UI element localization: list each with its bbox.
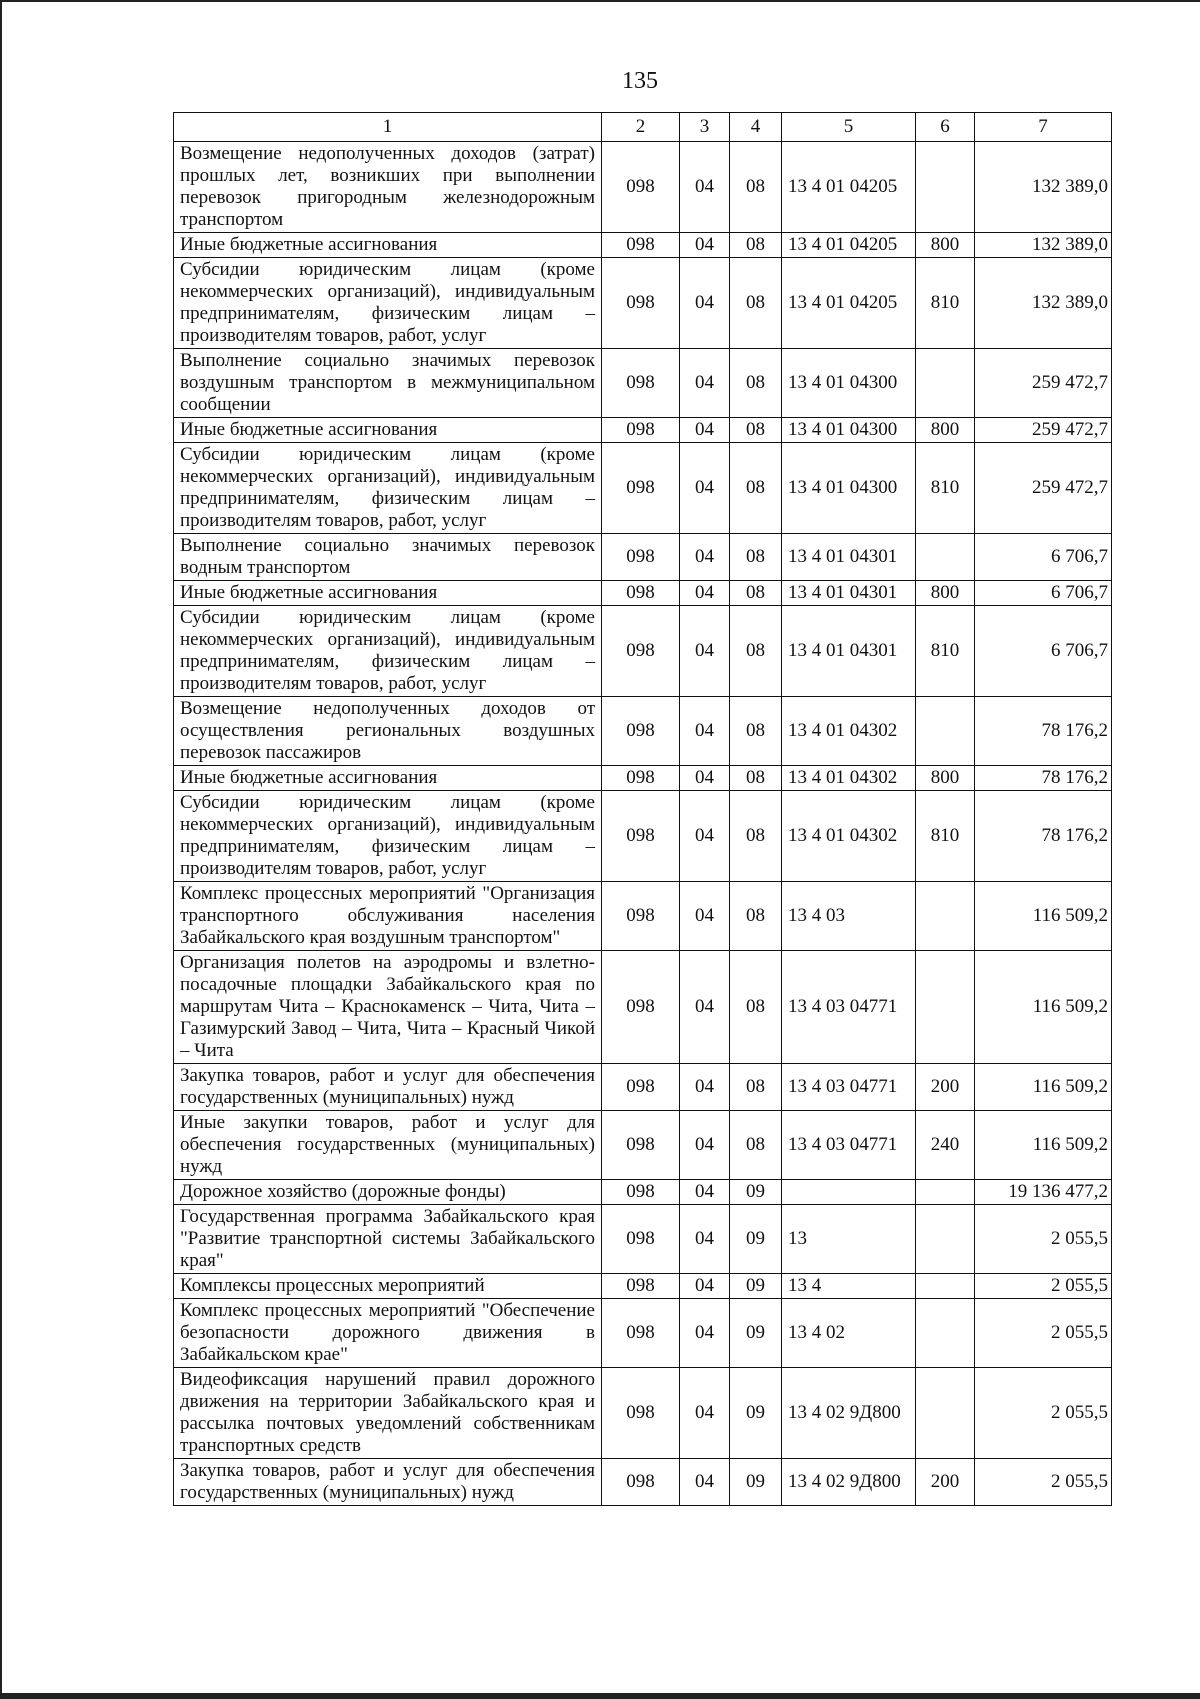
item-name-cell: Иные бюджетные ассигнования xyxy=(174,581,602,606)
item-name-cell: Субсидии юридическим лицам (кроме некоммерческих организаций), индивидуальным предпринимателям, физическим лицам – производителям товаров, работ, услуг xyxy=(174,791,602,882)
expense-type-cell: 810 xyxy=(916,791,975,882)
amount-cell: 2 055,5 xyxy=(975,1299,1112,1368)
expense-type-cell xyxy=(916,1368,975,1459)
table-row xyxy=(174,1459,1112,1506)
amount-cell: 2 055,5 xyxy=(975,1274,1112,1299)
table-row xyxy=(174,1205,1112,1274)
ministry-code-cell: 098 xyxy=(602,882,680,951)
item-name-cell: Видеофиксация нарушений правил дорожного движения на территории Забайкальского края и рассылка почтовых уведомлений собственникам транспортных средств xyxy=(174,1368,602,1459)
table-row xyxy=(174,766,1112,791)
expense-type-cell: 200 xyxy=(916,1459,975,1506)
section-code-cell: 04 xyxy=(680,1180,730,1205)
expense-type-cell: 800 xyxy=(916,581,975,606)
item-name-cell: Закупка товаров, работ и услуг для обеспечения государственных (муниципальных) нужд xyxy=(174,1459,602,1506)
section-code-cell: 04 xyxy=(680,349,730,418)
scan-border-top xyxy=(0,0,1200,2)
amount-cell: 259 472,7 xyxy=(975,349,1112,418)
item-name-cell: Иные бюджетные ассигнования xyxy=(174,233,602,258)
section-code-cell: 04 xyxy=(680,766,730,791)
subsection-code-cell: 08 xyxy=(730,697,782,766)
expense-type-cell xyxy=(916,1299,975,1368)
target-article-cell: 13 4 03 xyxy=(782,882,916,951)
section-code-cell: 04 xyxy=(680,1111,730,1180)
section-code-cell: 04 xyxy=(680,418,730,443)
ministry-code-cell: 098 xyxy=(602,581,680,606)
header-cell: 1 xyxy=(174,113,602,142)
item-name-cell: Комплексы процессных мероприятий xyxy=(174,1274,602,1299)
item-name-cell: Возмещение недополученных доходов (затрат) прошлых лет, возникших при выполнении перевозок пригородным железнодорожным транспортом xyxy=(174,142,602,233)
amount-cell: 6 706,7 xyxy=(975,581,1112,606)
target-article-cell: 13 4 01 04301 xyxy=(782,581,916,606)
target-article-cell: 13 4 01 04302 xyxy=(782,791,916,882)
table-row xyxy=(174,1368,1112,1459)
budget-table xyxy=(173,112,1112,1506)
target-article-cell: 13 4 xyxy=(782,1274,916,1299)
section-code-cell: 04 xyxy=(680,233,730,258)
target-article-cell: 13 4 01 04300 xyxy=(782,443,916,534)
table-row xyxy=(174,1274,1112,1299)
item-name-cell: Комплекс процессных мероприятий "Обеспечение безопасности дорожного движения в Забайкальском крае" xyxy=(174,1299,602,1368)
subsection-code-cell: 08 xyxy=(730,1064,782,1111)
ministry-code-cell: 098 xyxy=(602,142,680,233)
subsection-code-cell: 08 xyxy=(730,606,782,697)
section-code-cell: 04 xyxy=(680,791,730,882)
subsection-code-cell: 09 xyxy=(730,1205,782,1274)
item-name-cell: Возмещение недополученных доходов от осуществления региональных воздушных перевозок пассажиров xyxy=(174,697,602,766)
table-row xyxy=(174,349,1112,418)
ministry-code-cell: 098 xyxy=(602,951,680,1064)
header-cell: 2 xyxy=(602,113,680,142)
ministry-code-cell: 098 xyxy=(602,258,680,349)
subsection-code-cell: 08 xyxy=(730,581,782,606)
table-row xyxy=(174,791,1112,882)
target-article-cell: 13 4 03 04771 xyxy=(782,951,916,1064)
ministry-code-cell: 098 xyxy=(602,1299,680,1368)
ministry-code-cell: 098 xyxy=(602,1111,680,1180)
ministry-code-cell: 098 xyxy=(602,443,680,534)
amount-cell: 132 389,0 xyxy=(975,258,1112,349)
expense-type-cell xyxy=(916,1274,975,1299)
table-row xyxy=(174,581,1112,606)
section-code-cell: 04 xyxy=(680,1459,730,1506)
target-article-cell: 13 4 03 04771 xyxy=(782,1064,916,1111)
subsection-code-cell: 08 xyxy=(730,233,782,258)
table-row xyxy=(174,697,1112,766)
target-article-cell: 13 4 02 9Д800 xyxy=(782,1368,916,1459)
expense-type-cell xyxy=(916,142,975,233)
item-name-cell: Иные бюджетные ассигнования xyxy=(174,766,602,791)
table-row xyxy=(174,443,1112,534)
subsection-code-cell: 08 xyxy=(730,349,782,418)
subsection-code-cell: 08 xyxy=(730,142,782,233)
expense-type-cell: 810 xyxy=(916,443,975,534)
expense-type-cell xyxy=(916,697,975,766)
scan-border-left xyxy=(0,0,2,1699)
section-code-cell: 04 xyxy=(680,534,730,581)
section-code-cell: 04 xyxy=(680,606,730,697)
header-cell: 3 xyxy=(680,113,730,142)
subsection-code-cell: 09 xyxy=(730,1180,782,1205)
expense-type-cell xyxy=(916,349,975,418)
table-row xyxy=(174,1180,1112,1205)
ministry-code-cell: 098 xyxy=(602,233,680,258)
subsection-code-cell: 08 xyxy=(730,1111,782,1180)
ministry-code-cell: 098 xyxy=(602,1459,680,1506)
expense-type-cell: 200 xyxy=(916,1064,975,1111)
item-name-cell: Субсидии юридическим лицам (кроме некоммерческих организаций), индивидуальным предпринимателям, физическим лицам – производителям товаров, работ, услуг xyxy=(174,258,602,349)
subsection-code-cell: 09 xyxy=(730,1368,782,1459)
subsection-code-cell: 08 xyxy=(730,418,782,443)
expense-type-cell: 810 xyxy=(916,258,975,349)
section-code-cell: 04 xyxy=(680,1368,730,1459)
page-number: 135 xyxy=(622,68,658,94)
ministry-code-cell: 098 xyxy=(602,1064,680,1111)
item-name-cell: Комплекс процессных мероприятий "Организация транспортного обслуживания населения Забайкальского края воздушным транспортом" xyxy=(174,882,602,951)
table-row xyxy=(174,882,1112,951)
target-article-cell: 13 4 01 04205 xyxy=(782,258,916,349)
ministry-code-cell: 098 xyxy=(602,791,680,882)
table-row xyxy=(174,1299,1112,1368)
amount-cell: 2 055,5 xyxy=(975,1205,1112,1274)
amount-cell: 6 706,7 xyxy=(975,534,1112,581)
target-article-cell: 13 4 02 9Д800 xyxy=(782,1459,916,1506)
expense-type-cell: 800 xyxy=(916,766,975,791)
subsection-code-cell: 08 xyxy=(730,443,782,534)
ministry-code-cell: 098 xyxy=(602,1368,680,1459)
amount-cell: 259 472,7 xyxy=(975,418,1112,443)
amount-cell: 116 509,2 xyxy=(975,1064,1112,1111)
expense-type-cell xyxy=(916,1205,975,1274)
ministry-code-cell: 098 xyxy=(602,697,680,766)
expense-type-cell: 240 xyxy=(916,1111,975,1180)
section-code-cell: 04 xyxy=(680,697,730,766)
header-cell: 5 xyxy=(782,113,916,142)
section-code-cell: 04 xyxy=(680,1299,730,1368)
table-row xyxy=(174,258,1112,349)
table-row xyxy=(174,1111,1112,1180)
target-article-cell: 13 4 01 04301 xyxy=(782,534,916,581)
amount-cell: 259 472,7 xyxy=(975,443,1112,534)
ministry-code-cell: 098 xyxy=(602,534,680,581)
ministry-code-cell: 098 xyxy=(602,766,680,791)
section-code-cell: 04 xyxy=(680,951,730,1064)
amount-cell: 132 389,0 xyxy=(975,142,1112,233)
ministry-code-cell: 098 xyxy=(602,1274,680,1299)
item-name-cell: Субсидии юридическим лицам (кроме некоммерческих организаций), индивидуальным предпринимателям, физическим лицам – производителям товаров, работ, услуг xyxy=(174,443,602,534)
amount-cell: 2 055,5 xyxy=(975,1368,1112,1459)
amount-cell: 116 509,2 xyxy=(975,951,1112,1064)
subsection-code-cell: 09 xyxy=(730,1459,782,1506)
table-row xyxy=(174,951,1112,1064)
item-name-cell: Выполнение социально значимых перевозок воздушным транспортом в межмуниципальном сообщении xyxy=(174,349,602,418)
expense-type-cell: 800 xyxy=(916,418,975,443)
expense-type-cell: 800 xyxy=(916,233,975,258)
section-code-cell: 04 xyxy=(680,1274,730,1299)
scan-border-bottom xyxy=(0,1693,1200,1699)
amount-cell: 78 176,2 xyxy=(975,697,1112,766)
amount-cell: 116 509,2 xyxy=(975,882,1112,951)
target-article-cell: 13 4 01 04302 xyxy=(782,766,916,791)
target-article-cell: 13 4 01 04300 xyxy=(782,418,916,443)
section-code-cell: 04 xyxy=(680,581,730,606)
subsection-code-cell: 09 xyxy=(730,1299,782,1368)
subsection-code-cell: 08 xyxy=(730,534,782,581)
expense-type-cell: 810 xyxy=(916,606,975,697)
item-name-cell: Государственная программа Забайкальского края "Развитие транспортной системы Забайкальского края" xyxy=(174,1205,602,1274)
table-row xyxy=(174,233,1112,258)
target-article-cell: 13 4 01 04301 xyxy=(782,606,916,697)
target-article-cell xyxy=(782,1180,916,1205)
table-header-row xyxy=(174,113,1112,142)
section-code-cell: 04 xyxy=(680,258,730,349)
header-cell: 7 xyxy=(975,113,1112,142)
table-row xyxy=(174,1064,1112,1111)
header-cell: 6 xyxy=(916,113,975,142)
section-code-cell: 04 xyxy=(680,443,730,534)
item-name-cell: Выполнение социально значимых перевозок водным транспортом xyxy=(174,534,602,581)
amount-cell: 116 509,2 xyxy=(975,1111,1112,1180)
subsection-code-cell: 08 xyxy=(730,766,782,791)
ministry-code-cell: 098 xyxy=(602,606,680,697)
item-name-cell: Дорожное хозяйство (дорожные фонды) xyxy=(174,1180,602,1205)
expense-type-cell xyxy=(916,1180,975,1205)
subsection-code-cell: 09 xyxy=(730,1274,782,1299)
ministry-code-cell: 098 xyxy=(602,1205,680,1274)
expense-type-cell xyxy=(916,882,975,951)
target-article-cell: 13 4 01 04205 xyxy=(782,142,916,233)
amount-cell: 19 136 477,2 xyxy=(975,1180,1112,1205)
ministry-code-cell: 098 xyxy=(602,1180,680,1205)
item-name-cell: Иные закупки товаров, работ и услуг для обеспечения государственных (муниципальных) нужд xyxy=(174,1111,602,1180)
target-article-cell: 13 xyxy=(782,1205,916,1274)
expense-type-cell xyxy=(916,534,975,581)
item-name-cell: Закупка товаров, работ и услуг для обеспечения государственных (муниципальных) нужд xyxy=(174,1064,602,1111)
item-name-cell: Иные бюджетные ассигнования xyxy=(174,418,602,443)
ministry-code-cell: 098 xyxy=(602,418,680,443)
amount-cell: 78 176,2 xyxy=(975,766,1112,791)
ministry-code-cell: 098 xyxy=(602,349,680,418)
target-article-cell: 13 4 01 04300 xyxy=(782,349,916,418)
amount-cell: 2 055,5 xyxy=(975,1459,1112,1506)
table-row xyxy=(174,606,1112,697)
table-row xyxy=(174,418,1112,443)
section-code-cell: 04 xyxy=(680,1064,730,1111)
header-cell: 4 xyxy=(730,113,782,142)
subsection-code-cell: 08 xyxy=(730,791,782,882)
subsection-code-cell: 08 xyxy=(730,951,782,1064)
subsection-code-cell: 08 xyxy=(730,258,782,349)
target-article-cell: 13 4 03 04771 xyxy=(782,1111,916,1180)
item-name-cell: Субсидии юридическим лицам (кроме некоммерческих организаций), индивидуальным предпринимателям, физическим лицам – производителям товаров, работ, услуг xyxy=(174,606,602,697)
subsection-code-cell: 08 xyxy=(730,882,782,951)
table-row xyxy=(174,142,1112,233)
item-name-cell: Организация полетов на аэродромы и взлетно-посадочные площадки Забайкальского края по маршрутам Чита – Краснокаменск – Чита, Чита – Газимурский Завод – Чита, Чита – Красный Чикой – Чита xyxy=(174,951,602,1064)
target-article-cell: 13 4 02 xyxy=(782,1299,916,1368)
target-article-cell: 13 4 01 04205 xyxy=(782,233,916,258)
expense-type-cell xyxy=(916,951,975,1064)
section-code-cell: 04 xyxy=(680,1205,730,1274)
section-code-cell: 04 xyxy=(680,882,730,951)
amount-cell: 6 706,7 xyxy=(975,606,1112,697)
amount-cell: 78 176,2 xyxy=(975,791,1112,882)
section-code-cell: 04 xyxy=(680,142,730,233)
table-row xyxy=(174,534,1112,581)
target-article-cell: 13 4 01 04302 xyxy=(782,697,916,766)
amount-cell: 132 389,0 xyxy=(975,233,1112,258)
